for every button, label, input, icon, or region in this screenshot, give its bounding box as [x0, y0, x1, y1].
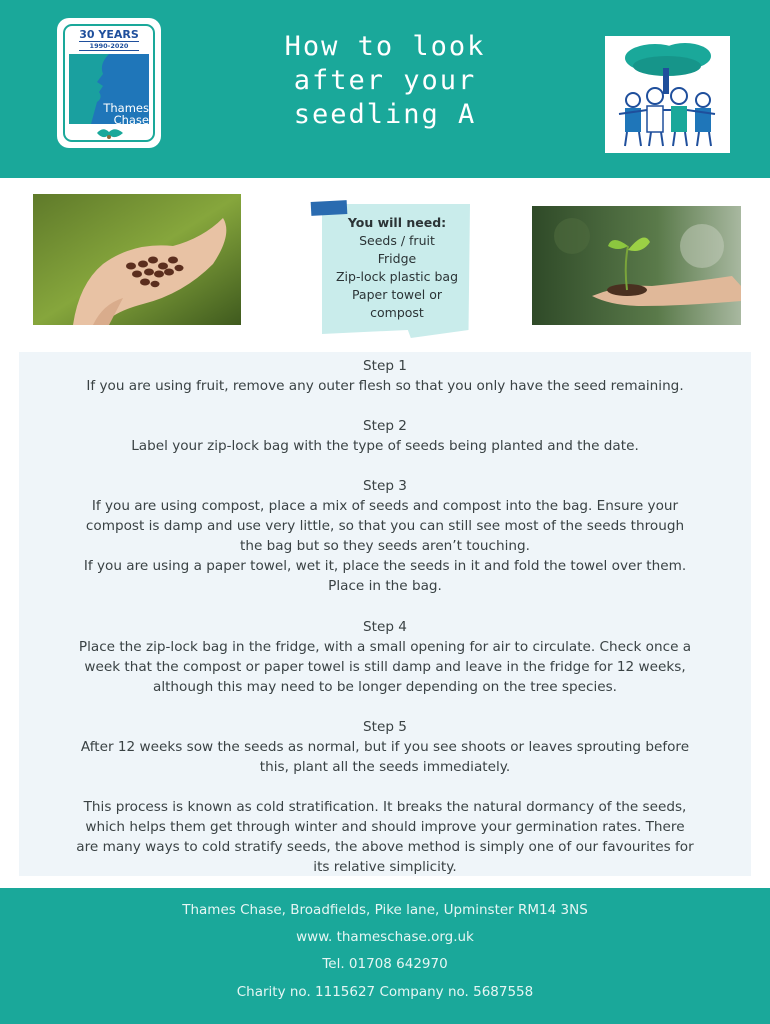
step-2-title: Step 2 [363, 418, 407, 434]
tree-children-icon [605, 36, 730, 153]
step-4-text: Place the zip-lock bag in the fridge, with a small opening for air to circulate. Check once a [78, 639, 692, 655]
step-1-title: Step 1 [363, 358, 407, 374]
thames-chase-logo [57, 18, 161, 148]
kids-tree-illustration [605, 36, 730, 153]
logo-name-line2: Chase [113, 113, 149, 127]
step-5-text: this, plant all the seeds immediately. [259, 759, 511, 775]
step-3-text: If you are using a paper towel, wet it, place the seeds in it and fold the towel over them. [83, 558, 687, 574]
closing-paragraph: its relative simplicity. [313, 859, 457, 875]
logo-name [69, 102, 149, 126]
step-5-text: After 12 weeks sow the seeds as normal, but if you see shoots or leaves sprouting before [80, 739, 690, 755]
closing-paragraph: This process is known as cold stratification. It breaks the natural dormancy of the seeds, [83, 799, 687, 815]
step-3-text: the bag but so they seeds aren’t touching. [240, 538, 530, 554]
step-4-title: Step 4 [363, 619, 407, 635]
closing-paragraph: are many ways to cold stratify seeds, the above method is simply one of our favourites for [76, 839, 694, 855]
step-4-text: although this may need to be longer depending on the tree species. [152, 679, 617, 695]
footer-charity-number: Charity no. 1115627 Company no. 5687558 [236, 984, 534, 1000]
title-line-3: seedling A [293, 99, 477, 130]
tape-decoration [311, 200, 348, 216]
need-item: Seeds / fruit [359, 233, 435, 248]
need-item: compost [370, 305, 424, 320]
need-item: Paper towel or [351, 287, 443, 302]
step-3-text: If you are using compost, place a mix of seeds and compost into the bag. Ensure your [91, 498, 679, 514]
oak-leaf-icon [95, 126, 125, 140]
seedling-in-hand-photo [532, 206, 741, 325]
logo-frame [63, 24, 155, 142]
title-line-2: after your [293, 65, 477, 96]
page-title [268, 30, 502, 132]
footer-address: Thames Chase, Broadfields, Pike lane, Upminster RM14 3NS [182, 902, 588, 918]
footer-website-link[interactable]: www. thameschase.org.uk [296, 929, 474, 945]
step-3-text: Place in the bag. [328, 578, 442, 594]
step-5-title: Step 5 [363, 719, 407, 735]
you-will-need-title: You will need: [347, 215, 447, 230]
step-2-text: Label your zip-lock bag with the type of seeds being planted and the date. [131, 438, 639, 454]
logo-name-line1: Thames [103, 101, 149, 115]
closing-paragraph: which helps them get through winter and should improve your germination rates. There [85, 819, 685, 835]
footer-phone: Tel. 01708 642970 [322, 956, 448, 972]
need-item: Fridge [377, 251, 417, 266]
title-line-1: How to look [284, 31, 486, 62]
step-4-text: week that the compost or paper towel is still damp and leave in the fridge for 12 weeks, [84, 659, 686, 675]
step-3-text: compost is damp and use very little, so that you can still see most of the seeds through [85, 518, 685, 534]
logo-dates: 1990-2020 [79, 41, 139, 51]
seeds-in-hand-photo [33, 194, 241, 325]
step-3-title: Step 3 [363, 478, 407, 494]
step-1-text: If you are using fruit, remove any outer flesh so that you only have the seed remaining. [86, 378, 684, 394]
logo-years: 30 YEARS [79, 28, 139, 41]
need-item: Zip-lock plastic bag [335, 269, 458, 284]
